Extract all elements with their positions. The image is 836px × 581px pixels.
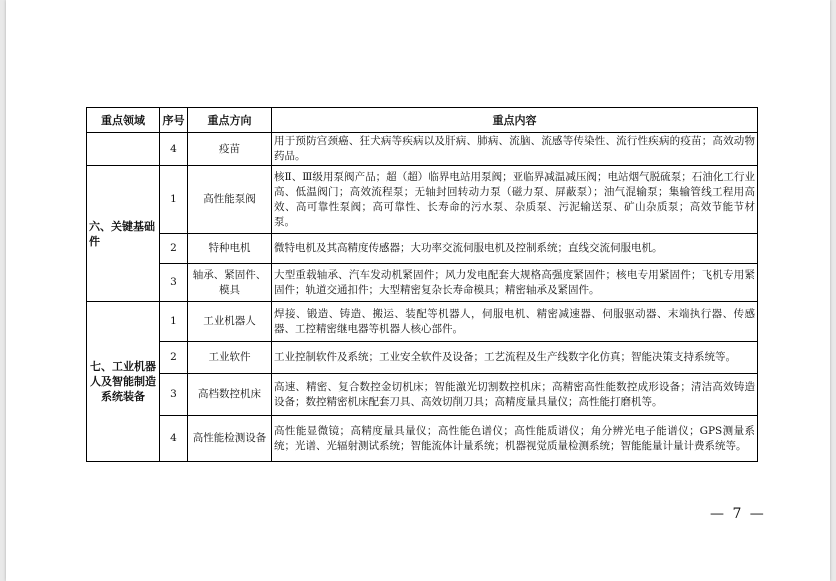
field-cell: 七、工业机器人及智能制造系统装备 [87, 302, 160, 462]
row-content: 工业控制软件及系统；工业安全软件及设备；工艺流程及生产线数字化仿真；智能决策支持系统等。 [272, 342, 758, 374]
table-header-row [87, 108, 758, 133]
row-content: 焊接、锻造、铸造、搬运、装配等机器人，伺服电机、精密减速器、伺服驱动器、末端执行器、传感器、工控精密继电器等机器人核心部件。 [272, 302, 758, 342]
table-row [87, 234, 758, 264]
row-content: 微特电机及其高精度传感器；大功率交流伺服电机及控制系统；直线交流伺服电机。 [272, 234, 758, 264]
row-num: 1 [160, 166, 188, 234]
row-num: 4 [160, 133, 188, 166]
key-fields-table [86, 107, 758, 462]
row-content: 用于预防宫颈癌、狂犬病等疾病以及肝病、肺病、流脑、流感等传染性、流行性疾病的疫苗；高效动物药品。 [272, 133, 758, 166]
row-direction: 轴承、紧固件、模具 [188, 264, 272, 302]
row-direction: 工业软件 [188, 342, 272, 374]
field-cell: 六、关键基础件 [87, 166, 160, 302]
row-direction: 高性能泵阀 [188, 166, 272, 234]
header-direction: 重点方向 [188, 108, 272, 133]
table-row [87, 133, 758, 166]
table-row [87, 374, 758, 416]
header-field: 重点领域 [87, 108, 160, 133]
row-direction: 特种电机 [188, 234, 272, 264]
field-cell [87, 133, 160, 166]
header-content: 重点内容 [272, 108, 758, 133]
row-direction: 工业机器人 [188, 302, 272, 342]
header-num: 序号 [160, 108, 188, 133]
document-page [6, 0, 830, 581]
table-row [87, 166, 758, 234]
table-row [87, 302, 758, 342]
row-direction: 高档数控机床 [188, 374, 272, 416]
row-direction: 高性能检测设备 [188, 416, 272, 462]
row-num: 2 [160, 234, 188, 264]
row-num: 3 [160, 264, 188, 302]
row-content: 高速、精密、复合数控金切机床；智能激光切割数控机床；高精密高性能数控成形设备；清洁高效铸造设备；数控精密机床配套刀具、高效切削刀具；高精度量具量仪；高性能打磨机等。 [272, 374, 758, 416]
table-row [87, 264, 758, 302]
page-number: — 7 — [710, 506, 766, 522]
row-content: 核Ⅱ、Ⅲ级用泵阀产品；超（超）临界电站用泵阀；亚临界减温减压阀；电站烟气脱硫泵；石油化工行业高、低温阀门；高效流程泵；无轴封回转动力泵（磁力泵、屏蔽泵）；油气混输泵；集输管线工程用高效、高可靠性泵阀；高可靠性、长寿命的污水泵、杂质泵、污泥输送泵、矿山杂质泵；高效节能节材泵。 [272, 166, 758, 234]
row-num: 1 [160, 302, 188, 342]
row-num: 4 [160, 416, 188, 462]
row-content: 高性能显微镜；高精度量具量仪；高性能色谱仪；高性能质谱仪；角分辨光电子能谱仪；GPS测量系统；光谱、光辐射测试系统；智能流体计量系统；机器视觉质量检测系统；智能能量计量计费系统等。 [272, 416, 758, 462]
table-row [87, 416, 758, 462]
row-direction: 疫苗 [188, 133, 272, 166]
row-num: 2 [160, 342, 188, 374]
row-num: 3 [160, 374, 188, 416]
row-content: 大型重载轴承、汽车发动机紧固件；风力发电配套大规格高强度紧固件；核电专用紧固件；飞机专用紧固件；轨道交通扣件；大型精密复杂长寿命模具；精密轴承及紧固件。 [272, 264, 758, 302]
table-row [87, 342, 758, 374]
